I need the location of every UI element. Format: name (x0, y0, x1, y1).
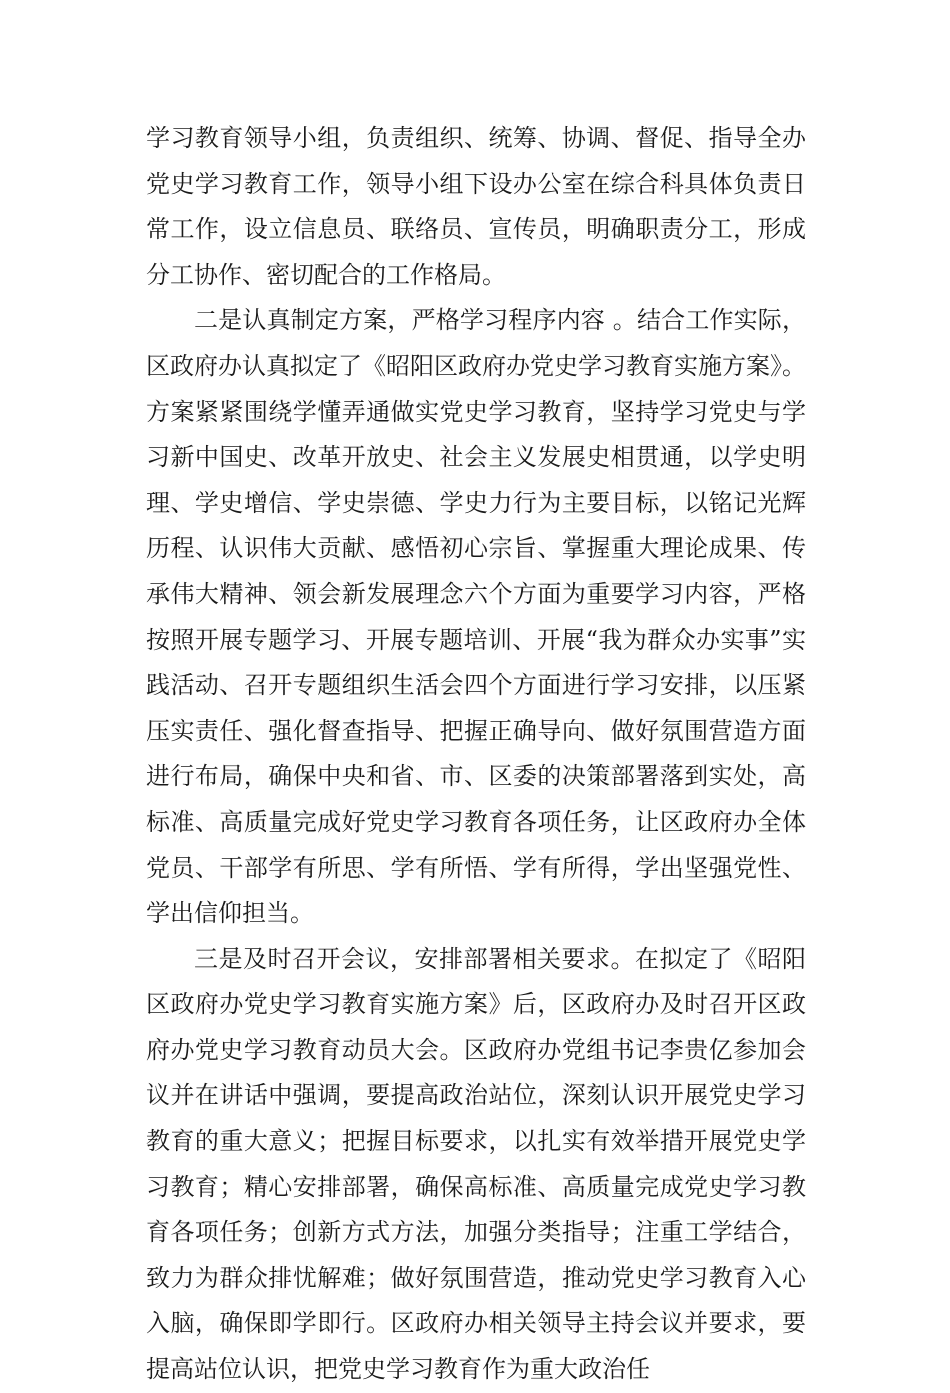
paragraph-hold-meeting: 三是及时召开会议，安排部署相关要求。在拟定了《昭阳区政府办党史学习教育实施方案》后，区政府办及时召开区政府办党史学习教育动员大会。区政府办党组书记李贵亿参加会议并在讲话中强调，要提高政治站位，深刻认识开展党史学习教育的重大意义；把握目标要求，以扎实有效举措开展党史学习教育；精心安排部署，确保高标准、高质量完成党史学习教育各项任务；创新方式方法，加强分类指导；注重工学结合，致力为群众排忧解难；做好氛围营造，推动党史学习教育入心入脑，确保即学即行。区政府办相关领导主持会议并要求，要提高站位认识，把党史学习教育作为重大政治任 (146, 944, 806, 1384)
paragraph-formulate-plan: 二是认真制定方案，严格学习程序内容 。结合工作实际，区政府办认真拟定了《昭阳区政府办党史学习教育实施方案》。方案紧紧围绕学懂弄通做实党史学习教育，坚持学习党史与学习新中国史、改革开放史、社会主义发展史相贯通，以学史明理、学史增信、学史崇德、学史力行为主要目标，以铭记光辉历程、认识伟大贡献、感悟初心宗旨、掌握重大理论成果、传承伟大精神、领会新发展理念六个方面为重要学习内容，严格按照开展专题学习、开展专题培训、开展“我为群众办实事”实践活动、召开专题组织生活会四个方面进行学习安排，以压紧压实责任、强化督查指导、把握正确导向、做好氛围营造方面进行布局，确保中央和省、市、区委的决策部署落到实处，高标准、高质量完成好党史学习教育各项任务，让区政府办全体党员、干部学有所思、学有所悟、学有所得，学出坚强党性、学出信仰担当。 (146, 306, 806, 928)
document-body (146, 116, 806, 1393)
paragraph-continuation: 学习教育领导小组，负责组织、统筹、协调、督促、指导全办党史学习教育工作，领导小组下设办公室在综合科具体负责日常工作，设立信息员、联络员、宣传员，明确职责分工，形成分工协作、密切配合的工作格局。 (146, 124, 806, 289)
